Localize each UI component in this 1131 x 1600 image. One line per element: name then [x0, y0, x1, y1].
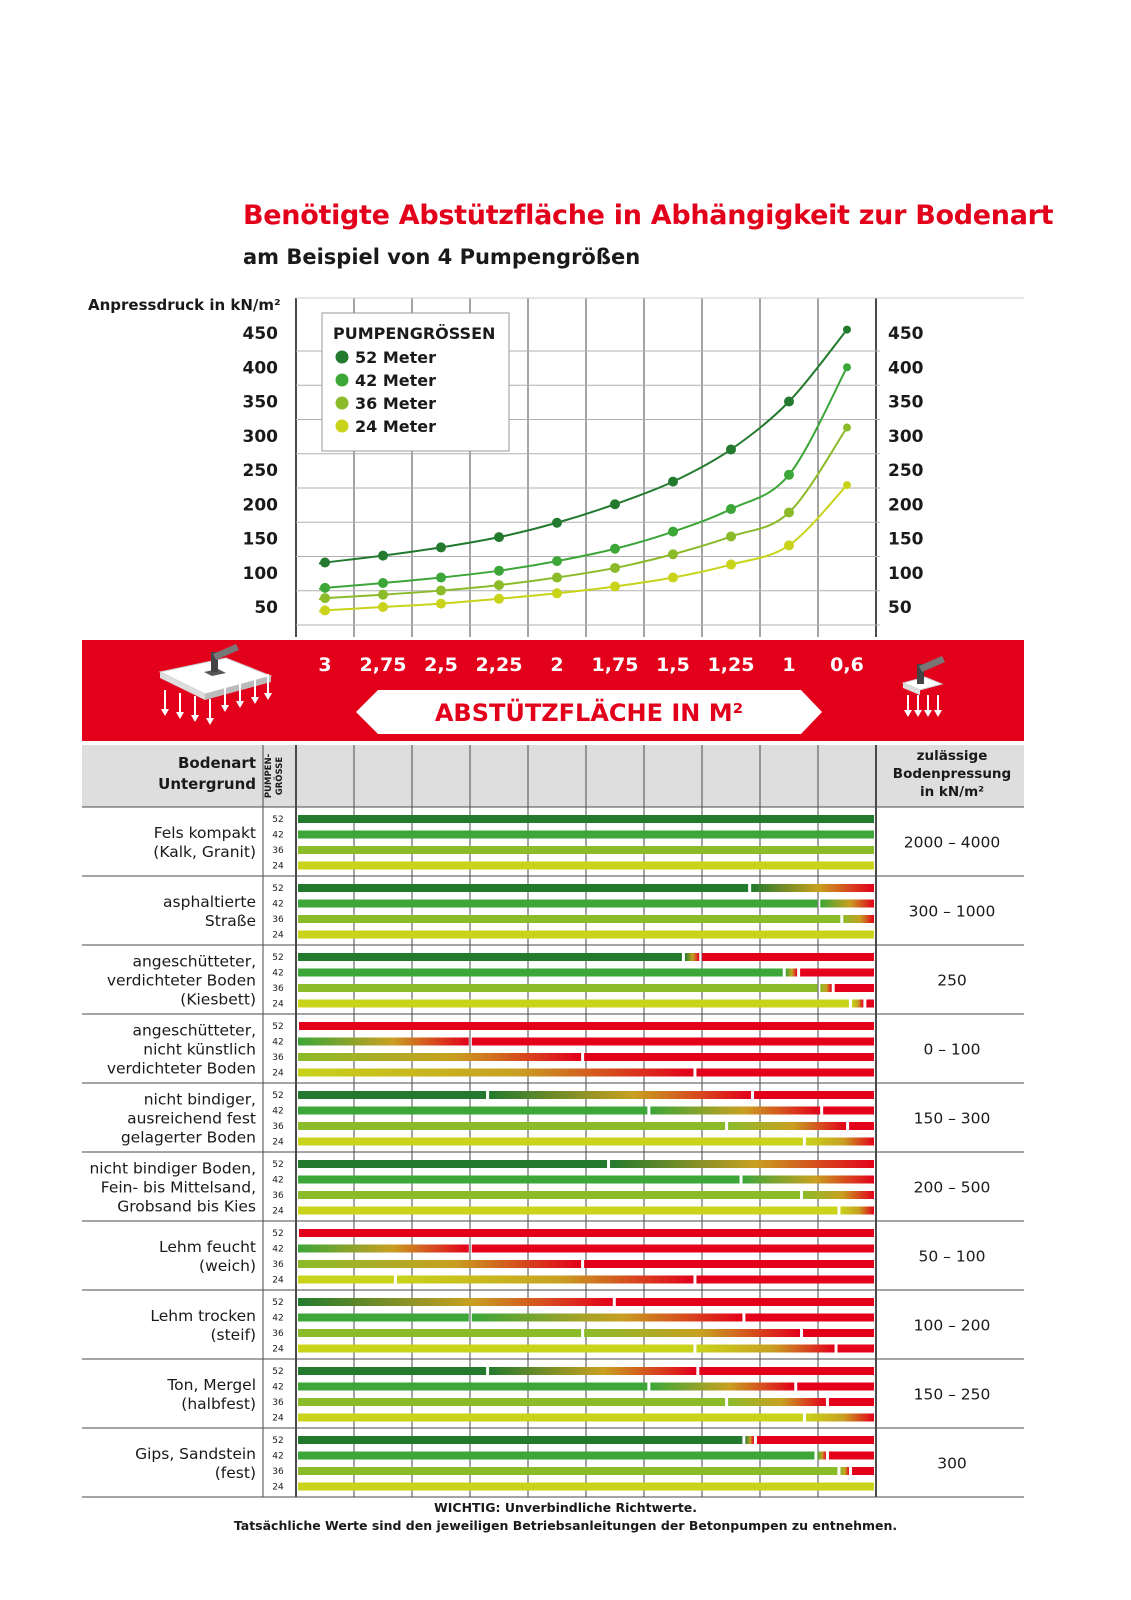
data-point [668, 573, 678, 583]
data-point [378, 602, 388, 612]
x-tick-label: 2,25 [475, 654, 523, 676]
bar-transition [650, 1383, 794, 1391]
data-point [436, 542, 446, 552]
pump-size-label: 36 [272, 1467, 284, 1477]
x-tick-label: 1 [782, 654, 796, 676]
data-point [436, 573, 446, 583]
bar-transition [685, 953, 699, 961]
data-point [494, 532, 504, 542]
pump-size-label: 42 [272, 1037, 284, 1048]
pump-size-label: 52 [272, 815, 284, 825]
pump-size-label: 52 [272, 1229, 284, 1239]
data-point [668, 549, 678, 559]
data-point [552, 556, 562, 566]
pump-size-label: 24 [272, 1206, 284, 1217]
soil-label: nicht bindiger Boden, [89, 1159, 256, 1178]
legend-label: 36 Meter [355, 394, 436, 413]
y-tick-label-left: 300 [242, 426, 278, 447]
y-tick-label-right: 250 [888, 461, 924, 481]
soil-label: Fels kompakt [153, 824, 256, 842]
soil-label: angeschütteter, [132, 952, 256, 971]
bar-transition [298, 1053, 581, 1061]
legend-marker [336, 420, 349, 433]
table-header-pump: PUMPEN- [264, 753, 274, 799]
y-tick-label-right: 100 [888, 563, 924, 584]
table-row [82, 815, 1024, 876]
x-tick-label: 3 [318, 654, 332, 676]
bar-unsafe [584, 1260, 874, 1268]
y-tick-label-right: 350 [888, 392, 924, 413]
bar-unsafe [299, 1022, 874, 1030]
pump-size-label: 52 [272, 1436, 284, 1446]
bar-safe [298, 1122, 725, 1130]
bar-transition [840, 1207, 874, 1215]
bar-unsafe [472, 1038, 874, 1046]
x-tick-label: 1,25 [707, 654, 755, 676]
data-point [378, 578, 388, 588]
data-point [494, 580, 504, 590]
table-header-pressure: Bodenpressung [892, 766, 1012, 782]
bar-unsafe [800, 969, 874, 977]
data-point [843, 363, 851, 371]
data-point [610, 499, 620, 509]
pump-size-label: 24 [272, 930, 284, 941]
data-point [552, 518, 562, 528]
data-point [726, 504, 736, 514]
pump-size-label: 42 [272, 899, 284, 910]
table-row [82, 1298, 1024, 1359]
data-point [726, 444, 736, 454]
x-tick-label: 2,75 [359, 654, 407, 676]
table-row [82, 1367, 1024, 1428]
bar-unsafe [616, 1298, 874, 1306]
bar-unsafe [849, 1122, 874, 1130]
pump-size-label: 24 [272, 1344, 284, 1355]
data-point [320, 605, 330, 615]
bar-transition [728, 1122, 846, 1130]
bar-safe [298, 1345, 693, 1353]
bar-safe [298, 846, 874, 854]
x-tick-label: 1,5 [656, 654, 690, 676]
x-tick-label: 2 [550, 654, 564, 676]
pump-size-label: 52 [272, 884, 284, 894]
bar-transition [743, 1176, 874, 1184]
soil-label: Fein- bis Mittelsand, [100, 1178, 256, 1197]
bar-transition [820, 984, 831, 992]
y-axis-title: Anpressdruck in kN/m² [88, 296, 281, 314]
bar-safe [298, 1276, 394, 1284]
data-point [668, 527, 678, 537]
bar-unsafe [472, 1245, 874, 1253]
bar-safe [298, 815, 874, 823]
pressure-value: 0 – 100 [923, 1040, 981, 1059]
series-line-3 [319, 485, 847, 611]
pump-size-label: 52 [272, 1091, 284, 1101]
data-point [784, 507, 794, 517]
pump-size-label: 24 [272, 861, 284, 872]
y-tick-label-right: 300 [888, 426, 924, 447]
soil-label: Lehm feucht [159, 1238, 256, 1256]
bar-unsafe [699, 1367, 874, 1375]
y-tick-label-right: 450 [888, 324, 924, 344]
pump-size-label: 24 [272, 1137, 284, 1148]
bar-unsafe [838, 1345, 874, 1353]
bar-transition [298, 1245, 469, 1253]
table-header-pump: GRÖSSE [275, 756, 285, 796]
table-row [82, 1436, 1024, 1497]
soil-label: nicht bindiger, [143, 1090, 256, 1109]
bar-unsafe [797, 1383, 874, 1391]
table-row [82, 884, 1024, 945]
bar-transition [610, 1160, 874, 1168]
y-tick-label-left: 150 [242, 529, 278, 550]
data-point [843, 326, 851, 334]
bar-transition [489, 1091, 751, 1099]
bar-safe [298, 1000, 849, 1008]
pump-size-label: 36 [272, 846, 284, 856]
table-row [82, 1022, 1024, 1084]
pressure-value: 150 – 300 [913, 1109, 991, 1128]
table-header-soil: Untergrund [158, 775, 256, 793]
pump-size-label: 24 [272, 999, 284, 1010]
bar-safe [298, 953, 682, 961]
bar-transition [852, 1000, 863, 1008]
pressure-value: 300 – 1000 [908, 902, 996, 921]
legend [322, 313, 509, 451]
pump-size-label: 36 [272, 984, 284, 994]
soil-label: Ton, Mergel [167, 1376, 256, 1394]
pressure-value: 150 – 250 [913, 1385, 991, 1404]
bar-safe [298, 931, 874, 939]
bar-safe [298, 1091, 486, 1099]
bar-safe [298, 884, 748, 892]
data-point [668, 477, 678, 487]
bar-unsafe [299, 1229, 874, 1237]
pump-size-label: 42 [272, 1382, 284, 1393]
bar-transition [786, 969, 797, 977]
data-point [726, 560, 736, 570]
x-tick-label: 0,6 [830, 654, 864, 676]
bar-transition [489, 1367, 696, 1375]
x-tick-label: 1,75 [591, 654, 639, 676]
bar-safe [298, 1176, 740, 1184]
bar-unsafe [823, 1107, 874, 1115]
pump-size-label: 52 [272, 1298, 284, 1308]
bar-unsafe [696, 1276, 874, 1284]
legend-label: 42 Meter [355, 371, 436, 390]
legend-label: 24 Meter [355, 417, 436, 436]
bar-safe [298, 984, 817, 992]
bar-transition [584, 1329, 800, 1337]
soil-label: (Kiesbett) [180, 990, 256, 1009]
data-point [436, 586, 446, 596]
data-point [320, 583, 330, 593]
bar-unsafe [696, 1069, 874, 1077]
pump-size-label: 36 [272, 1329, 284, 1339]
x-axis-title: ABSTÜTZFLÄCHE IN M² [434, 699, 744, 727]
pump-size-label: 42 [272, 1175, 284, 1186]
data-point [784, 540, 794, 550]
pump-size-label: 24 [272, 1068, 284, 1079]
bar-safe [298, 1160, 607, 1168]
table-header-pressure: in kN/m² [919, 784, 985, 800]
data-point [843, 424, 851, 432]
pump-size-label: 42 [272, 968, 284, 979]
bar-safe [298, 1314, 469, 1322]
bar-safe [298, 1367, 486, 1375]
soil-label: ausreichend fest [127, 1109, 256, 1128]
bar-safe [298, 915, 840, 923]
data-point [436, 599, 446, 609]
y-tick-label-left: 200 [242, 495, 278, 516]
soil-label: (fest) [214, 1464, 256, 1482]
bar-unsafe [745, 1314, 874, 1322]
legend-marker [336, 351, 349, 364]
soil-label: Grobsand bis Kies [117, 1197, 256, 1216]
y-tick-label-left: 450 [242, 324, 278, 344]
bar-safe [298, 1483, 874, 1491]
bar-transition [751, 884, 874, 892]
y-tick-label-right: 150 [888, 529, 924, 550]
y-tick-label-left: 400 [242, 358, 278, 379]
legend-title: PUMPENGRÖSSEN [333, 324, 496, 343]
bar-unsafe [702, 953, 874, 961]
soil-label: asphaltierte [163, 893, 256, 911]
note-important: WICHTIG: Unverbindliche Richtwerte. [433, 1500, 698, 1515]
pump-size-label: 42 [272, 1244, 284, 1255]
bar-unsafe [866, 1000, 874, 1008]
bar-transition [298, 1260, 581, 1268]
data-point [843, 481, 851, 489]
bar-safe [298, 1191, 800, 1199]
bar-safe [298, 1207, 837, 1215]
soil-label: (weich) [199, 1257, 256, 1275]
bar-unsafe [584, 1053, 874, 1061]
y-tick-label-left: 250 [242, 461, 278, 481]
pressure-value: 50 – 100 [918, 1247, 986, 1266]
x-tick-label: 2,5 [424, 654, 458, 676]
bar-unsafe [829, 1452, 874, 1460]
bar-transition [820, 900, 874, 908]
pump-size-label: 24 [272, 1413, 284, 1424]
pump-size-label: 36 [272, 1260, 284, 1270]
pressure-value: 200 – 500 [913, 1178, 991, 1197]
pump-size-label: 42 [272, 1106, 284, 1117]
bar-transition [696, 1345, 834, 1353]
soil-label: Straße [204, 912, 256, 930]
table-row [82, 1229, 1024, 1290]
data-point [610, 581, 620, 591]
bar-transition [817, 1452, 826, 1460]
data-point [378, 551, 388, 561]
y-tick-label-left: 50 [254, 598, 278, 618]
pump-size-label: 24 [272, 1275, 284, 1286]
soil-label: verdichteter Boden [106, 1059, 256, 1078]
pump-size-label: 36 [272, 915, 284, 925]
table-row [82, 1160, 1024, 1222]
chart-subtitle: am Beispiel von 4 Pumpengrößen [243, 245, 641, 269]
soil-label: gelagerter Boden [120, 1128, 256, 1147]
bar-safe [298, 1436, 742, 1444]
pump-size-label: 52 [272, 953, 284, 963]
data-point [552, 588, 562, 598]
bar-safe [298, 1383, 647, 1391]
bar-transition [298, 1069, 693, 1077]
pressure-value: 100 – 200 [913, 1316, 991, 1335]
table-header-soil: Bodenart [177, 754, 256, 772]
bar-safe [298, 1138, 803, 1146]
bar-transition [840, 1467, 849, 1475]
data-point [552, 573, 562, 583]
pump-size-label: 36 [272, 1053, 284, 1063]
bar-unsafe [754, 1091, 874, 1099]
pump-size-label: 52 [272, 1160, 284, 1170]
soil-label: Lehm trocken [150, 1307, 256, 1325]
bar-transition [803, 1191, 874, 1199]
data-point [726, 531, 736, 541]
bar-transition [298, 1298, 613, 1306]
bar-safe [298, 862, 874, 870]
chart-title: Benötigte Abstützfläche in Abhängigkeit zur Bodenart [243, 200, 1054, 231]
bar-unsafe [757, 1436, 874, 1444]
pressure-value: 2000 – 4000 [903, 833, 1001, 852]
y-tick-label-left: 350 [242, 392, 278, 413]
data-point [320, 593, 330, 603]
data-point [494, 594, 504, 604]
pump-size-label: 36 [272, 1122, 284, 1132]
soil-label: nicht künstlich [143, 1040, 256, 1059]
bar-unsafe [835, 984, 874, 992]
bar-transition [806, 1138, 874, 1146]
pressure-value: 250 [937, 971, 967, 990]
bar-safe [298, 1398, 725, 1406]
y-tick-label-right: 50 [888, 598, 912, 618]
soil-label: Gips, Sandstein [135, 1445, 256, 1463]
bar-safe [298, 831, 874, 839]
legend-marker [336, 397, 349, 410]
bar-safe [298, 969, 783, 977]
table-header-pressure: zulässige [916, 748, 988, 764]
bar-transition [650, 1107, 820, 1115]
data-point [784, 397, 794, 407]
data-point [610, 563, 620, 573]
y-tick-label-right: 400 [888, 358, 924, 379]
pump-size-label: 36 [272, 1191, 284, 1201]
pump-size-label: 52 [272, 1022, 284, 1032]
pressure-value: 300 [937, 1454, 967, 1473]
soil-label: (halbfest) [181, 1395, 256, 1413]
bar-transition [806, 1414, 874, 1422]
bar-safe [298, 1414, 803, 1422]
pump-size-label: 42 [272, 1451, 284, 1462]
bar-transition [728, 1398, 826, 1406]
data-point [320, 557, 330, 567]
bar-safe [298, 1452, 814, 1460]
pump-size-label: 42 [272, 830, 284, 841]
data-point [494, 566, 504, 576]
bar-transition [298, 1038, 469, 1046]
note-disclaimer: Tatsächliche Werte sind den jeweiligen Betriebsanleitungen der Betonpumpen zu entnehmen. [233, 1518, 898, 1533]
data-point [784, 470, 794, 480]
table-row [82, 1091, 1024, 1153]
soil-label: angeschütteter, [132, 1021, 256, 1040]
soil-label: (steif) [210, 1326, 256, 1344]
table-row [82, 953, 1024, 1015]
bar-unsafe [852, 1467, 874, 1475]
y-tick-label-right: 200 [888, 495, 924, 516]
pump-size-label: 52 [272, 1367, 284, 1377]
bar-transition [472, 1314, 743, 1322]
pump-size-label: 24 [272, 1482, 284, 1493]
bar-transition [397, 1276, 694, 1284]
bar-unsafe [803, 1329, 874, 1337]
bar-safe [298, 1107, 647, 1115]
pump-size-label: 36 [272, 1398, 284, 1408]
bar-safe [298, 1467, 837, 1475]
pump-size-label: 42 [272, 1313, 284, 1324]
y-tick-label-left: 100 [242, 563, 278, 584]
data-point [378, 590, 388, 600]
bar-transition [745, 1436, 754, 1444]
bar-safe [298, 1329, 581, 1337]
bar-safe [298, 900, 817, 908]
legend-marker [336, 374, 349, 387]
data-point [610, 544, 620, 554]
soil-label: verdichteter Boden [106, 971, 256, 990]
bar-transition [843, 915, 874, 923]
soil-label: (Kalk, Granit) [153, 843, 256, 861]
bar-unsafe [829, 1398, 874, 1406]
legend-label: 52 Meter [355, 348, 436, 367]
